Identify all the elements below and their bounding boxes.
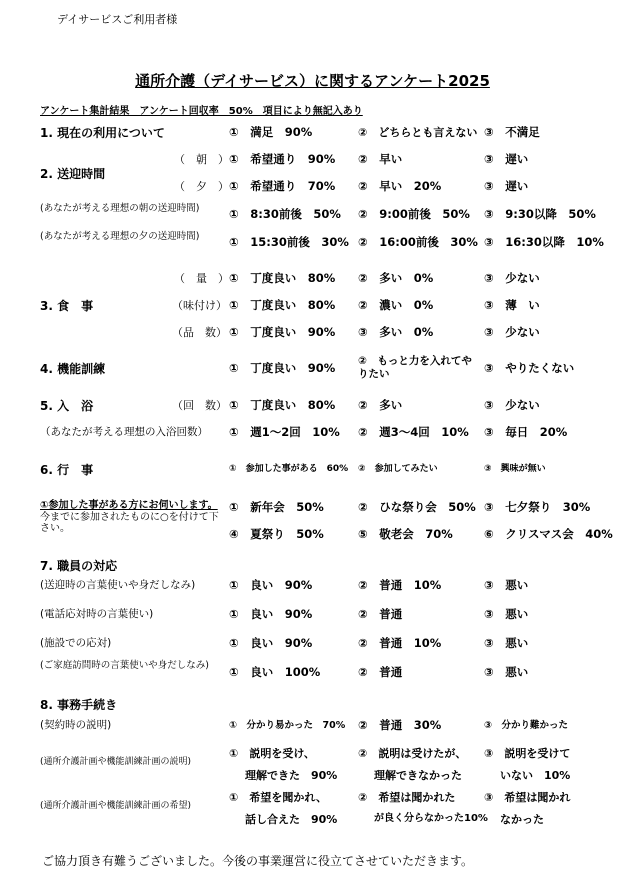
- q1-option-1: ① 満足 90%: [229, 125, 313, 139]
- summary-line: アンケート集計結果 アンケート回収率 50% 項目により無記入あり: [40, 106, 363, 117]
- q2-ideal-evening-option-3: ③ 16:30以降 10%: [484, 235, 604, 249]
- q2-morning-option-1: ① 希望通り 90%: [229, 152, 336, 166]
- q5-ideal-option-3: ③ 毎日 20%: [484, 425, 568, 439]
- section-8-title: 8. 事務手続き: [40, 698, 118, 712]
- footer-message: ご協力頂き有難うございました。今後の事業運営に役立てさせていただきます。: [42, 854, 474, 868]
- q2-morning-option-2: ② 早い: [358, 152, 403, 166]
- q8-plan-wish-option-3b: なかった: [500, 813, 544, 826]
- q3-sub-amount: （ 量 ）: [174, 272, 229, 285]
- q2-morning-option-3: ③ 遅い: [484, 152, 529, 166]
- q2-ideal-evening-option-2: ② 16:00前後 30%: [358, 235, 478, 249]
- q5-ideal-note: （あなたが考える理想の入浴回数）: [40, 426, 208, 438]
- q8-plan-explain-option-1a: ① 説明を受け、: [229, 747, 315, 760]
- q7-transport-option-2: ② 普通 10%: [358, 578, 442, 592]
- q3-taste-option-1: ① 丁度良い 80%: [229, 298, 336, 312]
- q8-plan-wish-option-3a: ③ 希望は聞かれ: [484, 791, 571, 804]
- q5-count-option-3: ③ 少ない: [484, 398, 540, 412]
- q7-home-visit-option-2: ② 普通: [358, 665, 403, 679]
- q2-ideal-evening-option-1: ① 15:30前後 30%: [229, 235, 349, 249]
- q6-event-new-year: ① 新年会 50%: [229, 500, 324, 514]
- q6-event-summer: ④ 夏祭り 50%: [229, 527, 324, 541]
- q3-amount-option-2: ② 多い 0%: [358, 271, 434, 285]
- section-2-title: 2. 送迎時間: [40, 167, 106, 181]
- q7-facility-option-2: ② 普通 10%: [358, 636, 442, 650]
- section-6-title: 6. 行 事: [40, 463, 94, 477]
- q8-plan-wish-option-2a: ② 希望は聞かれた: [358, 791, 456, 804]
- q5-count-option-1: ① 丁度良い 80%: [229, 398, 336, 412]
- q6-event-hinamatsuri: ② ひな祭り会 50%: [358, 500, 476, 514]
- q7-phone-option-2: ② 普通: [358, 607, 403, 621]
- q6-event-tanabata: ③ 七夕祭り 30%: [484, 500, 591, 514]
- q8-contract-option-2: ② 普通 30%: [358, 718, 442, 732]
- q8-plan-explain-note: (通所介護計画や機能訓練計画の説明): [40, 757, 192, 767]
- q6-event-christmas: ⑥ クリスマス会 40%: [484, 527, 613, 541]
- q3-dishes-option-1: ① 丁度良い 90%: [229, 325, 336, 339]
- q3-dishes-option-2: ③ 多い 0%: [358, 325, 434, 339]
- q8-plan-wish-option-2b: が良く分らなかった10%: [374, 813, 488, 824]
- q8-contract-option-3: ③ 分かり難かった: [484, 720, 569, 731]
- q6-option-1: ① 参加した事がある 60%: [229, 464, 349, 474]
- q6-events-note: [40, 500, 220, 535]
- q7-phone-note: (電話応対時の言葉使い): [40, 608, 154, 620]
- q1-option-2: ② どちらとも言えない: [358, 126, 478, 139]
- q8-plan-explain-option-2b: 理解できなかった: [374, 769, 462, 782]
- q1-option-3: ③ 不満足: [484, 125, 540, 139]
- section-7-title: 7. 職員の対応: [40, 559, 118, 573]
- section-3-title: 3. 食 事: [40, 299, 94, 313]
- page-title: 通所介護（デイサービス）に関するアンケート2025: [135, 72, 490, 90]
- q2-ideal-morning-note: (あなたが考える理想の朝の送迎時間): [40, 203, 200, 214]
- q2-ideal-morning-option-2: ② 9:00前後 50%: [358, 207, 470, 221]
- section-1-title: 1. 現在の利用について: [40, 126, 165, 140]
- section-5-title: 5. 入 浴: [40, 399, 94, 413]
- q7-home-visit-note: (ご家庭訪問時の言葉使いや身だしなみ): [40, 660, 209, 671]
- q3-sub-dishes: （品 数）: [172, 326, 227, 339]
- q2-ideal-evening-note: (あなたが考える理想の夕の送迎時間): [40, 231, 200, 242]
- q2-ideal-morning-option-1: ① 8:30前後 50%: [229, 207, 341, 221]
- q4-option-1: ① 丁度良い 90%: [229, 361, 336, 375]
- q8-plan-explain-option-1b: 理解できた 90%: [245, 769, 338, 782]
- q8-plan-wish-option-1a: ① 希望を聞かれ、: [229, 791, 327, 804]
- q4-option-2: ② もっと力を入れてやりたい: [358, 355, 472, 380]
- q2-evening-option-2: ② 早い 20%: [358, 179, 442, 193]
- q6-events-note-tail: 今までに参加されたものに○を付けて下さい。: [40, 511, 219, 534]
- q7-facility-note: (施設での応対): [40, 637, 112, 649]
- q2-sub-morning: （ 朝 ）: [174, 153, 229, 166]
- q3-amount-option-3: ③ 少ない: [484, 271, 540, 285]
- q8-plan-explain-option-2a: ② 説明は受けたが、: [358, 747, 467, 760]
- q3-taste-option-3: ③ 薄 い: [484, 298, 540, 312]
- q7-transport-option-3: ③ 悪い: [484, 578, 529, 592]
- q7-transport-note: (送迎時の言葉使いや身だしなみ): [40, 579, 196, 591]
- q8-plan-wish-note: (通所介護計画や機能訓練計画の希望): [40, 801, 192, 811]
- q8-plan-explain-option-3b: いない 10%: [500, 769, 571, 782]
- q7-home-visit-option-3: ③ 悪い: [484, 665, 529, 679]
- q3-dishes-option-3: ③ 少ない: [484, 325, 540, 339]
- q7-facility-option-3: ③ 悪い: [484, 636, 529, 650]
- q2-evening-option-3: ③ 遅い: [484, 179, 529, 193]
- q4-option-3: ③ やりたくない: [484, 361, 575, 375]
- q5-sub-count: （回 数）: [172, 399, 227, 412]
- q2-evening-option-1: ① 希望通り 70%: [229, 179, 336, 193]
- q6-events-note-lead: ①参加した事がある方にお伺いします。: [40, 500, 218, 511]
- q3-sub-taste: （味付け）: [172, 299, 227, 312]
- q8-contract-note: (契約時の説明): [40, 719, 112, 731]
- q6-option-2: ② 参加してみたい: [358, 464, 438, 474]
- addressee: デイサービスご利用者様: [57, 13, 178, 26]
- q7-phone-option-3: ③ 悪い: [484, 607, 529, 621]
- q2-sub-evening: （ 夕 ）: [174, 180, 229, 193]
- q6-event-keiro: ⑤ 敬老会 70%: [358, 527, 453, 541]
- q5-count-option-2: ② 多い: [358, 398, 403, 412]
- q8-plan-explain-option-3a: ③ 説明を受けて: [484, 747, 571, 760]
- q3-amount-option-1: ① 丁度良い 80%: [229, 271, 336, 285]
- section-4-title: 4. 機能訓練: [40, 362, 106, 376]
- q7-phone-option-1: ① 良い 90%: [229, 607, 313, 621]
- q2-ideal-morning-option-3: ③ 9:30以降 50%: [484, 207, 596, 221]
- q8-contract-option-1: ① 分かり易かった 70%: [229, 720, 346, 731]
- q7-transport-option-1: ① 良い 90%: [229, 578, 313, 592]
- q5-ideal-option-1: ① 週1～2回 10%: [229, 425, 340, 439]
- q8-plan-wish-option-1b: 話し合えた 90%: [245, 813, 338, 826]
- q7-home-visit-option-1: ① 良い 100%: [229, 665, 321, 679]
- q5-ideal-option-2: ② 週3～4回 10%: [358, 425, 469, 439]
- q7-facility-option-1: ① 良い 90%: [229, 636, 313, 650]
- q3-taste-option-2: ② 濃い 0%: [358, 298, 434, 312]
- q6-option-3: ③ 興味が無い: [484, 464, 546, 474]
